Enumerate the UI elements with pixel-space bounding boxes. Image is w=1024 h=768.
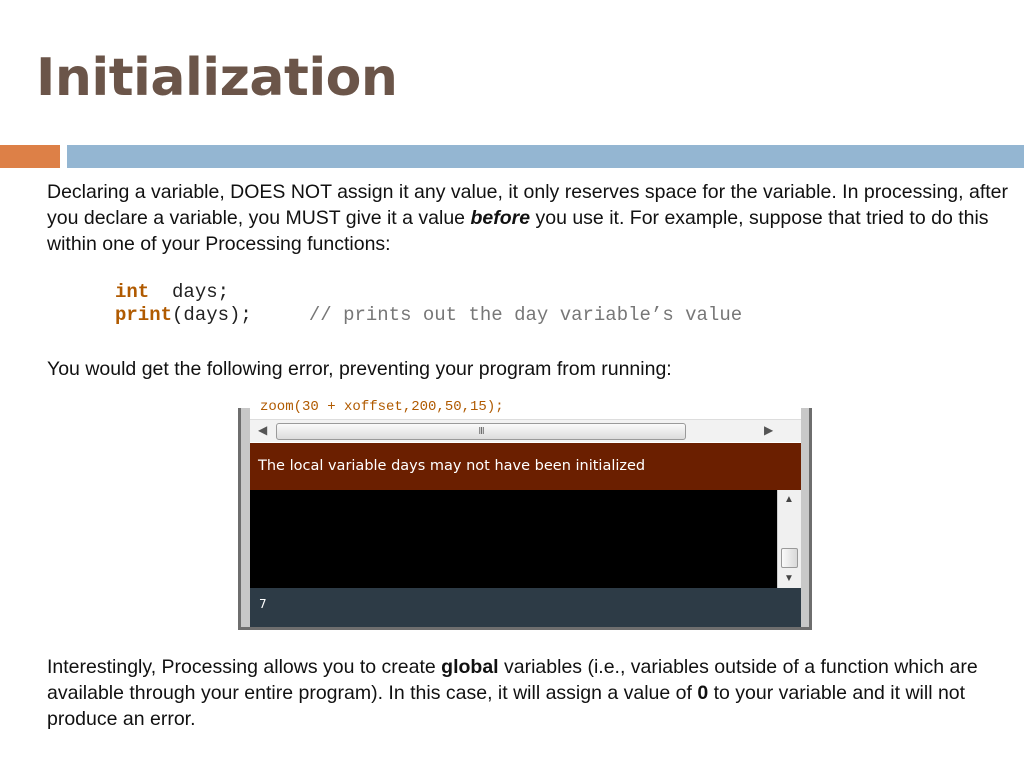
error-message-bar: The local variable days may not have been initialized [250,443,801,490]
vertical-scrollbar[interactable] [777,490,801,588]
scroll-thumb[interactable]: III [276,423,686,440]
editor-panel [250,399,801,627]
paragraph-error-intro: You would get the following error, preventing your program from running: [47,358,672,380]
scroll-right-arrow-icon[interactable]: ▶ [764,423,774,437]
paragraph-text: variables (i.e., variables outside of a function which are available through your entire program). In this case, it will assign a value of [47,656,978,704]
scroll-left-arrow-icon[interactable]: ◀ [258,423,268,437]
code-example [115,281,742,327]
cut-off-code-line: zoom(30 + xoffset,200,50,15); [260,399,504,415]
emphasis-before: before [470,207,531,229]
paragraph-global-variables [47,654,1012,732]
scroll-down-arrow-icon[interactable]: ▼ [784,573,794,584]
accent-bar-orange [0,145,60,168]
bold-global: global [441,656,499,678]
bold-zero: 0 [697,682,709,704]
paragraph-text: you use it. For example, suppose that tried to do this within one of your Processing functions: [47,207,989,255]
vertical-scroll-thumb[interactable] [781,548,798,568]
slide-title: Initialization [36,48,398,108]
console-area [250,490,777,588]
scroll-up-arrow-icon[interactable]: ▲ [784,494,794,505]
accent-bar-blue [67,145,1024,168]
paragraph-text: to your variable and it will not produce an error. [47,682,966,730]
status-line-number: 7 [250,588,801,627]
paragraph-declaring [47,179,1012,257]
error-screenshot [238,399,812,630]
paragraph-text: Declaring a variable, DOES NOT assign it any value, it only reserves space for the variable. In processing, after you declare a variable, you MUST give it a value [47,181,1009,229]
code-keyword-print: print [115,304,173,326]
code-text: (days); [172,304,252,326]
horizontal-scrollbar[interactable] [250,419,801,442]
code-text: days; [149,281,230,303]
code-keyword-int: int [115,281,150,303]
code-comment: // prints out the day variable’s value [308,304,743,326]
paragraph-text: Interestingly, Processing allows you to create [47,656,442,678]
